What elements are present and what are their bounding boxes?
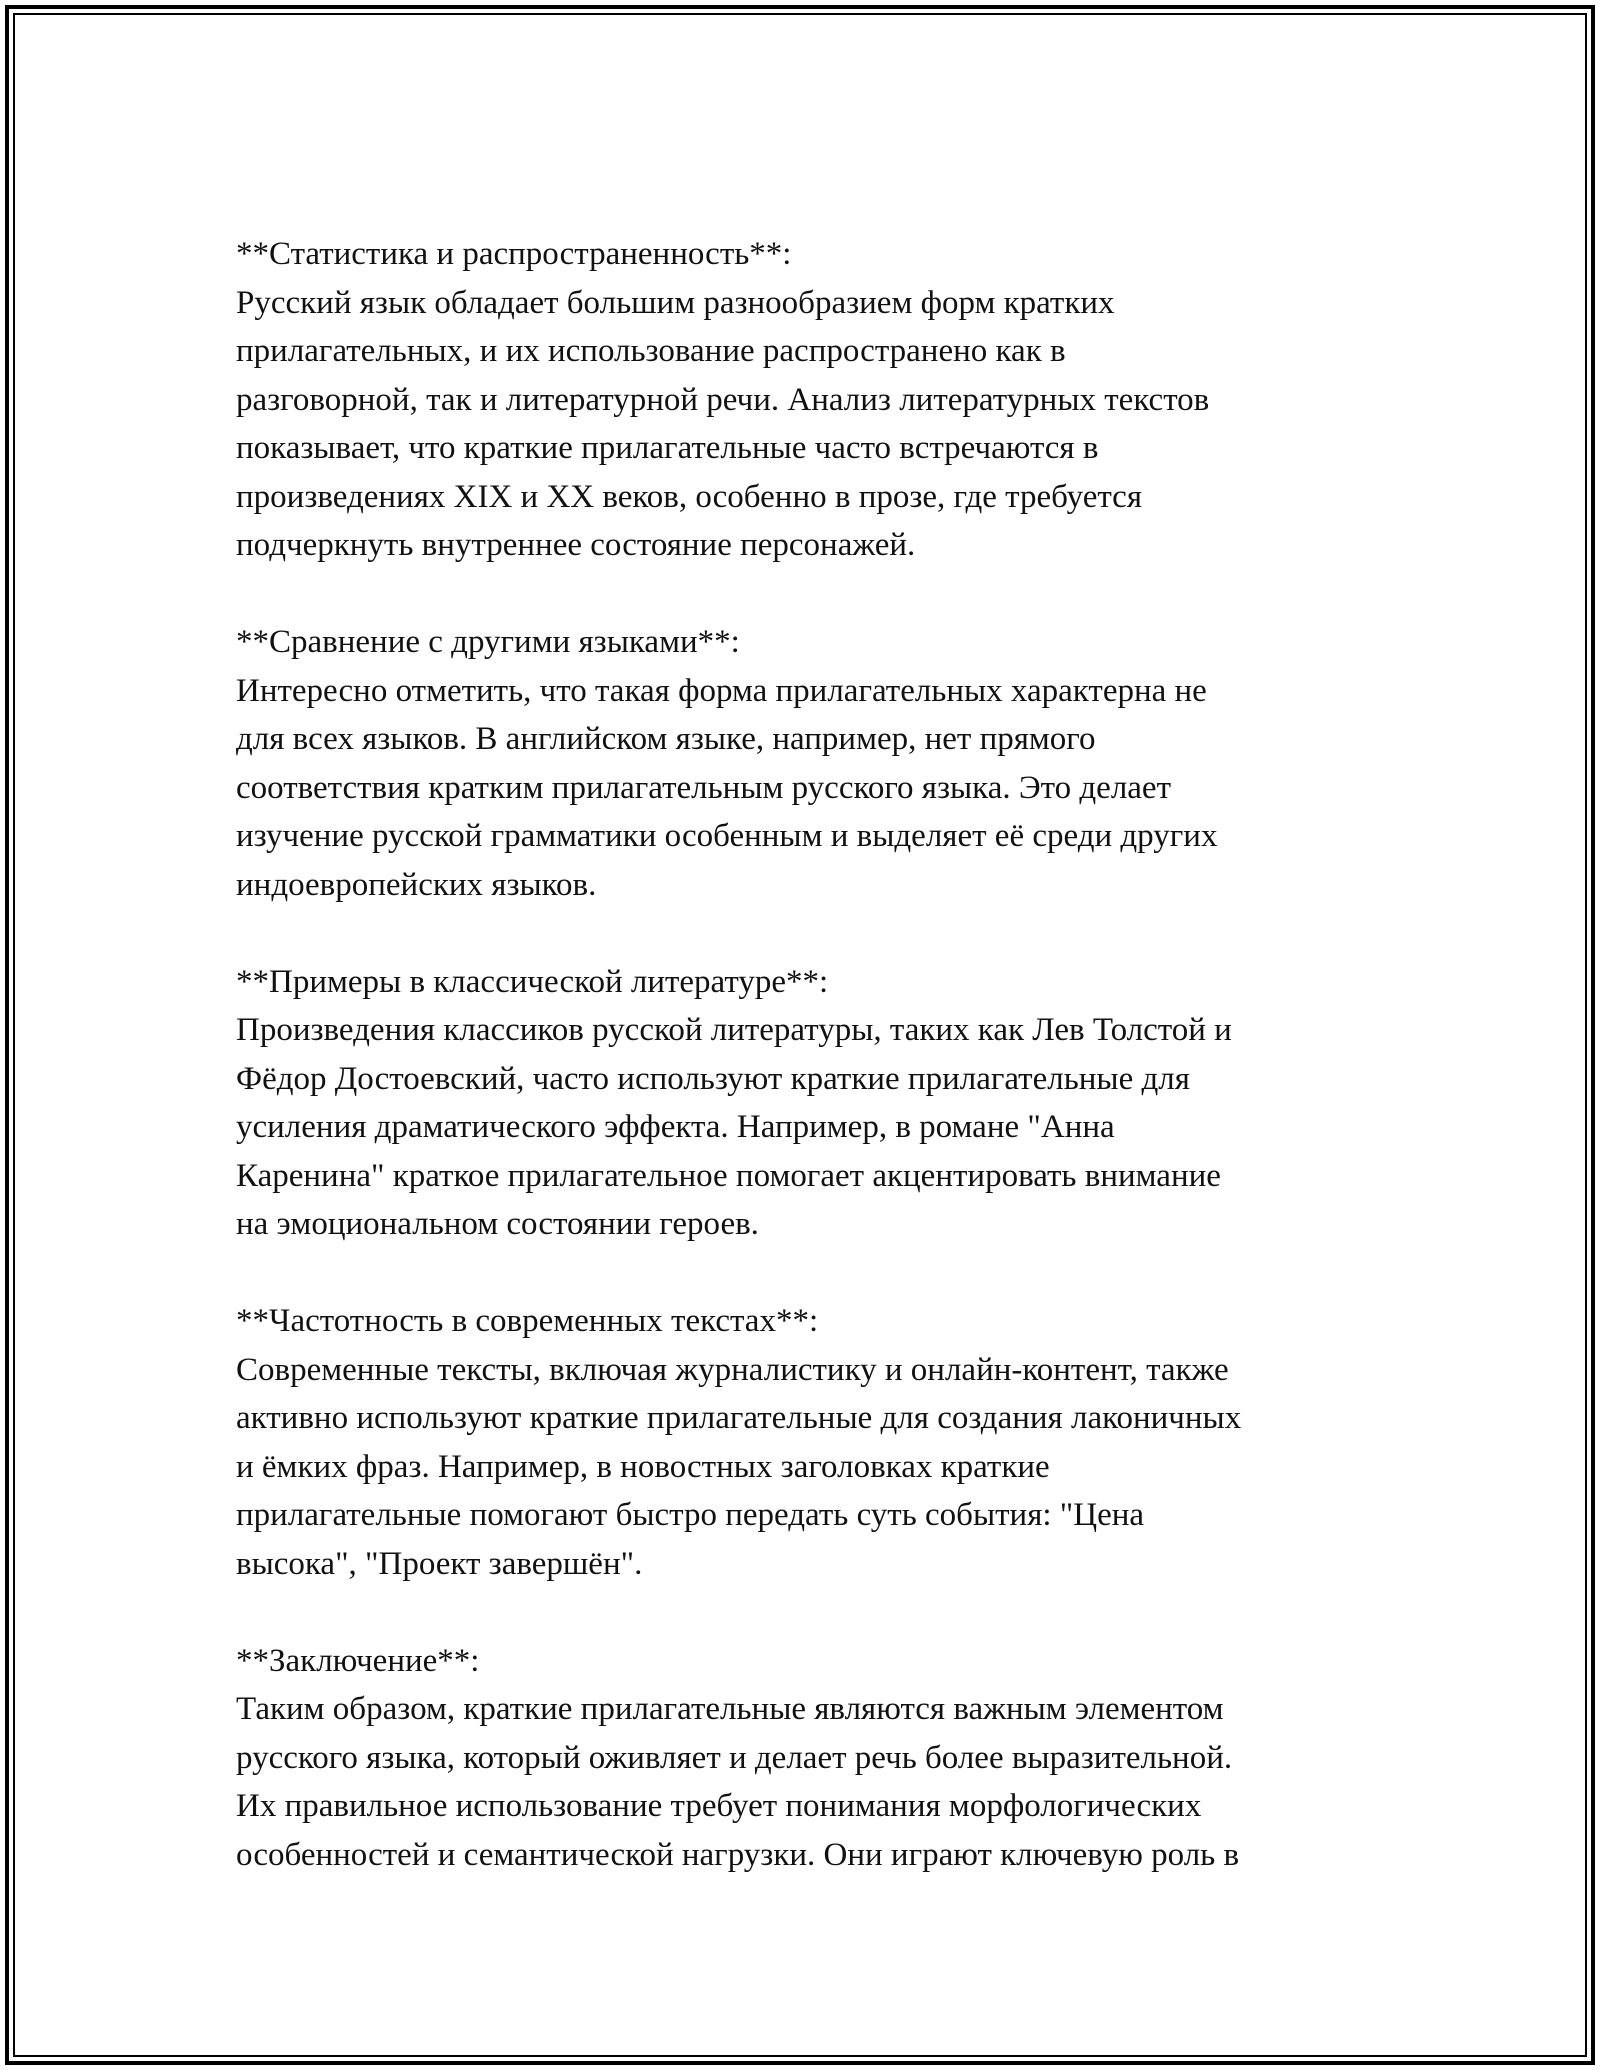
- text-line: Произведения классиков русской литературы, таких как Лев Толстой и: [236, 1012, 1232, 1048]
- text-line: прилагательных, и их использование распространено как в: [236, 333, 1066, 369]
- text-line: Фёдор Достоевский, часто используют краткие прилагательные для: [236, 1060, 1190, 1097]
- text-line: для всех языков. В английском языке, например, нет прямого: [236, 721, 1096, 757]
- text-line: особенностей и семантической нагрузки. Они играют ключевую роль в: [236, 1836, 1240, 1873]
- section-heading: **Сравнение с другими языками**:: [236, 624, 740, 660]
- paragraph: [236, 279, 1396, 570]
- text-line: Русский язык обладает большим разнообразием форм кратких: [236, 284, 1115, 321]
- text-line: произведениях XIX и XX веков, особенно в прозе, где требуется: [236, 478, 1143, 515]
- text-line: индоевропейских языков.: [236, 866, 597, 903]
- section-heading: **Примеры в классической литературе**:: [236, 963, 829, 1000]
- document-body: [236, 230, 1396, 1879]
- text-line: высока", "Проект завершён".: [236, 1545, 643, 1582]
- paragraph: [236, 1685, 1396, 1879]
- text-line: разговорной, так и литературной речи. Анализ литературных текстов: [236, 381, 1210, 418]
- section-conclusion: [236, 1637, 1396, 1880]
- text-line: Их правильное использование требует понимания морфологических: [236, 1788, 1202, 1824]
- text-line: Интересно отметить, что такая форма прилагательных характерна не: [236, 672, 1207, 709]
- paragraph: [236, 1006, 1396, 1249]
- section-classic-examples: [236, 958, 1396, 1249]
- text-line: и ёмких фраз. Например, в новостных заголовках краткие: [236, 1448, 1050, 1485]
- text-line: усиления драматического эффекта. Например, в романе "Анна: [236, 1109, 1115, 1145]
- text-line: прилагательные помогают быстро передать суть события: "Цена: [236, 1497, 1145, 1533]
- section-statistics: [236, 230, 1396, 570]
- text-line: активно используют краткие прилагательные для создания лаконичных: [236, 1400, 1242, 1436]
- text-line: Каренина" краткое прилагательное помогает акцентировать внимание: [236, 1157, 1221, 1194]
- section-modern-frequency: [236, 1297, 1396, 1588]
- paragraph: [236, 1346, 1396, 1589]
- text-line: на эмоциональном состоянии героев.: [236, 1206, 759, 1242]
- text-line: русского языка, который оживляет и делает речь более выразительной.: [236, 1739, 1233, 1776]
- text-line: Таким образом, краткие прилагательные являются важным элементом: [236, 1691, 1224, 1727]
- text-line: показывает, что краткие прилагательные часто встречаются в: [236, 430, 1099, 466]
- text-line: Современные тексты, включая журналистику и онлайн-контент, также: [236, 1351, 1229, 1388]
- text-line: подчеркнуть внутреннее состояние персонажей.: [236, 527, 916, 563]
- section-heading: **Заключение**:: [236, 1642, 480, 1679]
- text-line: изучение русской грамматики особенным и выделяет её среди других: [236, 818, 1218, 854]
- paragraph: [236, 667, 1396, 910]
- section-heading: **Частотность в современных текстах**:: [236, 1303, 819, 1339]
- section-heading: **Статистика и распространенность**:: [236, 236, 792, 272]
- text-line: соответствия кратким прилагательным русского языка. Это делает: [236, 769, 1172, 806]
- section-comparison: [236, 618, 1396, 909]
